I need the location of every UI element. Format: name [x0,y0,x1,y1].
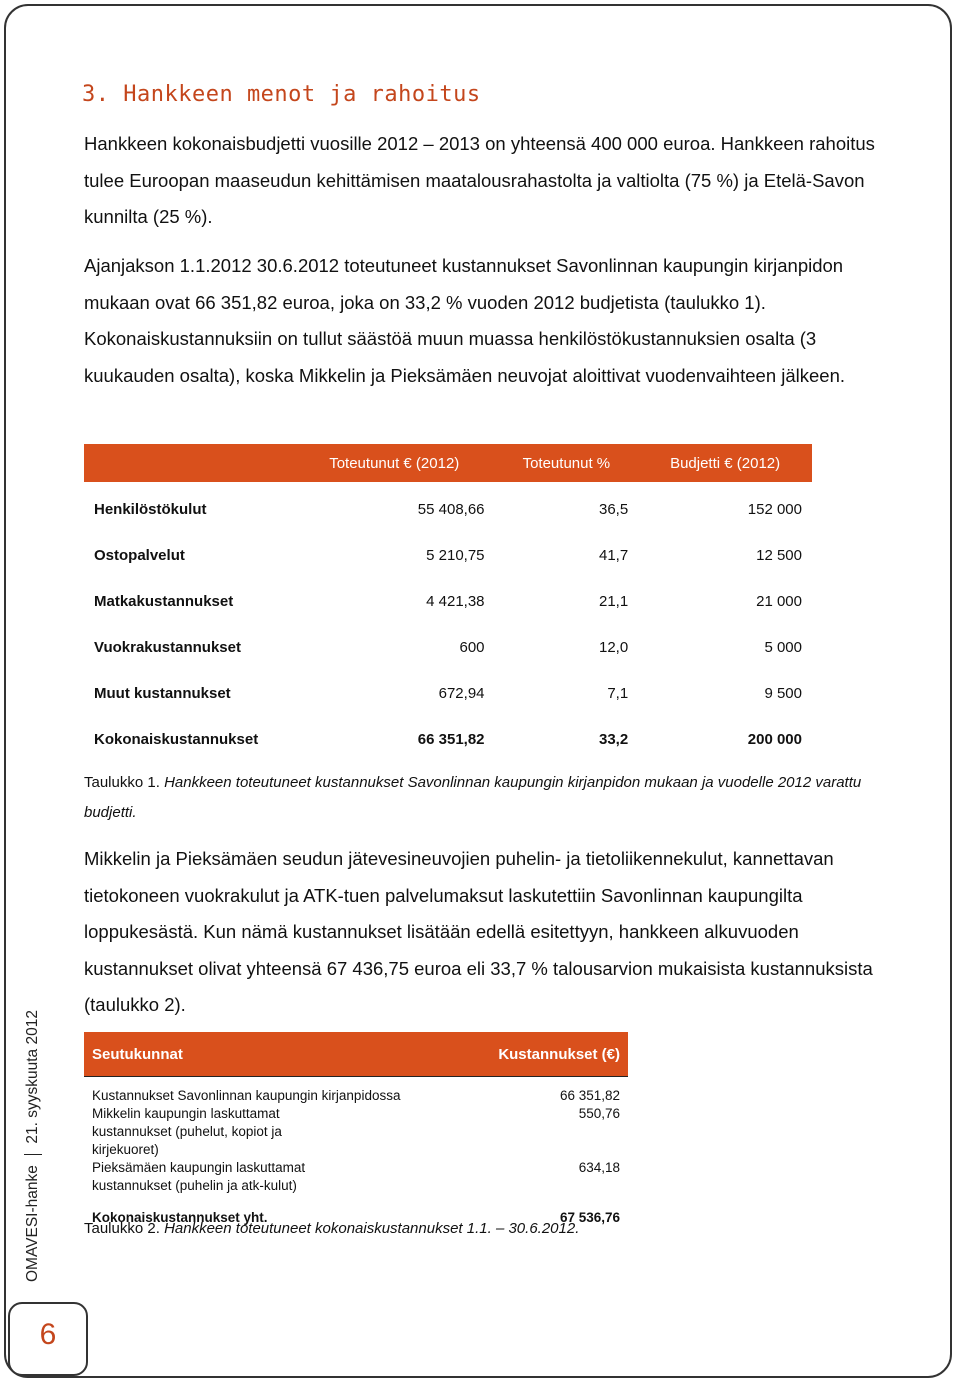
cell-budget: 9 500 [764,684,802,702]
total-cost-table [84,1032,628,1227]
cell-budget: 21 000 [756,592,802,610]
footer-separator [24,1154,42,1156]
cell-realized: 600 [459,638,485,656]
row-label: Ostopalvelut [94,546,185,564]
row-label: Mikkelin kaupungin laskuttamat kustannukset (puhelut, kopiot ja kirjekuoret) [92,1106,282,1157]
paragraph-additional-costs: Mikkelin ja Pieksämäen seudun jätevesineuvojien puhelin- ja tietoliikennekulut, kannettavan tietokoneen vuokrakulut ja ATK-tuen palvelumaksut laskutettiin Savonlinnan kaupungilta loppukesästä. Kun nämä kustannukset lisätään edellä esitettyyn, hankkeen alkuvuoden kustannukset olivat yhteensä 67 436,75 euroa eli 33,7 % talousarvion mukaisista kustannuksista (taulukko 2). [84,848,873,1015]
cell-realized: 5 210,75 [426,546,485,564]
cost-table-header [84,444,812,484]
cell-budget: 152 000 [747,500,802,518]
header-realized-eur: Toteutunut € (2012) [294,444,495,484]
caption-text: Hankkeen toteutuneet kokonaiskustannukset 1.1. – 30.6.2012. [164,1220,580,1237]
cell-cost: 634,18 [578,1160,620,1175]
cell-realized: 55 408,66 [417,500,485,518]
page-number: 6 [39,1318,57,1351]
table-row [84,484,812,532]
table-row [84,1159,628,1195]
cell-budget: 12 500 [756,546,802,564]
row-label: Vuokrakustannukset [94,638,241,656]
table-row [84,624,812,670]
row-label: Kokonaiskustannukset [94,730,259,748]
cell-budget: 200 000 [747,730,802,748]
caption-label: Taulukko 1. [84,774,160,791]
section-heading: 3. Hankkeen menot ja rahoitus [82,82,481,107]
table-row [84,670,812,716]
paragraph-budget: Hankkeen kokonaisbudjetti vuosille 2012 – 2013 on yhteensä 400 000 euroa. Hankkeen rahoitus tulee Euroopan maaseudun kehittämisen maatalousrahastolta ja valtiolta (75 %) ja Etelä-Savon kunnilta (25 %). [84,133,875,227]
header-budget: Budjetti € (2012) [638,444,812,484]
cell-pct: 36,5 [599,500,629,518]
header-region: Seutukunnat [84,1032,462,1077]
cell-cost: 67 536,76 [559,1210,620,1225]
table1-caption [84,768,874,828]
total-cost-table-header [84,1032,628,1077]
cell-budget: 5 000 [764,638,802,656]
table2-caption [84,1220,579,1237]
cell-pct: 12,0 [599,638,629,656]
cell-pct: 33,2 [599,730,629,748]
side-footer-text [24,1010,42,1282]
header-empty [84,444,294,484]
caption-text: Hankkeen toteutuneet kustannukset Savonlinnan kaupungin kirjanpidon mukaan ja vuodelle 2012 varattu budjetti. [84,774,862,821]
table-row [84,578,812,624]
row-label: Matkakustannukset [94,592,234,610]
cell-pct: 7,1 [607,684,629,702]
header-costs: Kustannukset (€) [462,1032,628,1077]
table-row [84,532,812,578]
table-row-total [84,716,812,762]
row-label: Henkilöstökulut [94,500,207,518]
cell-pct: 41,7 [599,546,629,564]
cost-table [84,444,812,762]
row-label: Kokonaiskustannukset yht. [92,1210,268,1225]
project-name: OMAVESI-hanke [24,1165,42,1282]
table-row [84,1077,628,1106]
cell-pct: 21,1 [599,592,629,610]
caption-label: Taulukko 2. [84,1220,160,1237]
cell-cost: 550,76 [578,1106,620,1121]
cell-realized: 4 421,38 [426,592,485,610]
cell-realized: 672,94 [438,684,485,702]
cell-cost: 66 351,82 [462,1077,628,1106]
paragraph-costs: Ajanjakson 1.1.2012 30.6.2012 toteutuneet kustannukset Savonlinnan kaupungin kirjanpidon mukaan ovat 66 351,82 euroa, joka on 33,2 % vuoden 2012 budjetista (taulukko 1). Kokonaiskustannuksiin on tullut säästöä muun muassa henkilöstökustannuksien osalta (3 kuukauden osalta), koska Mikkelin ja Pieksämäen neuvojat aloittivat vuodenvaihteen jälkeen. [84,255,846,386]
cell-realized: 66 351,82 [417,730,485,748]
footer-date: 21. syyskuuta 2012 [24,1010,42,1144]
header-realized-pct: Toteutunut % [495,444,639,484]
row-label: Pieksämäen kaupungin laskuttamat kustannukset (puhelin ja atk-kulut) [92,1160,306,1193]
table-row [84,1105,628,1159]
row-label: Muut kustannukset [94,684,231,702]
row-label: Kustannukset Savonlinnan kaupungin kirjanpidossa [84,1077,462,1106]
